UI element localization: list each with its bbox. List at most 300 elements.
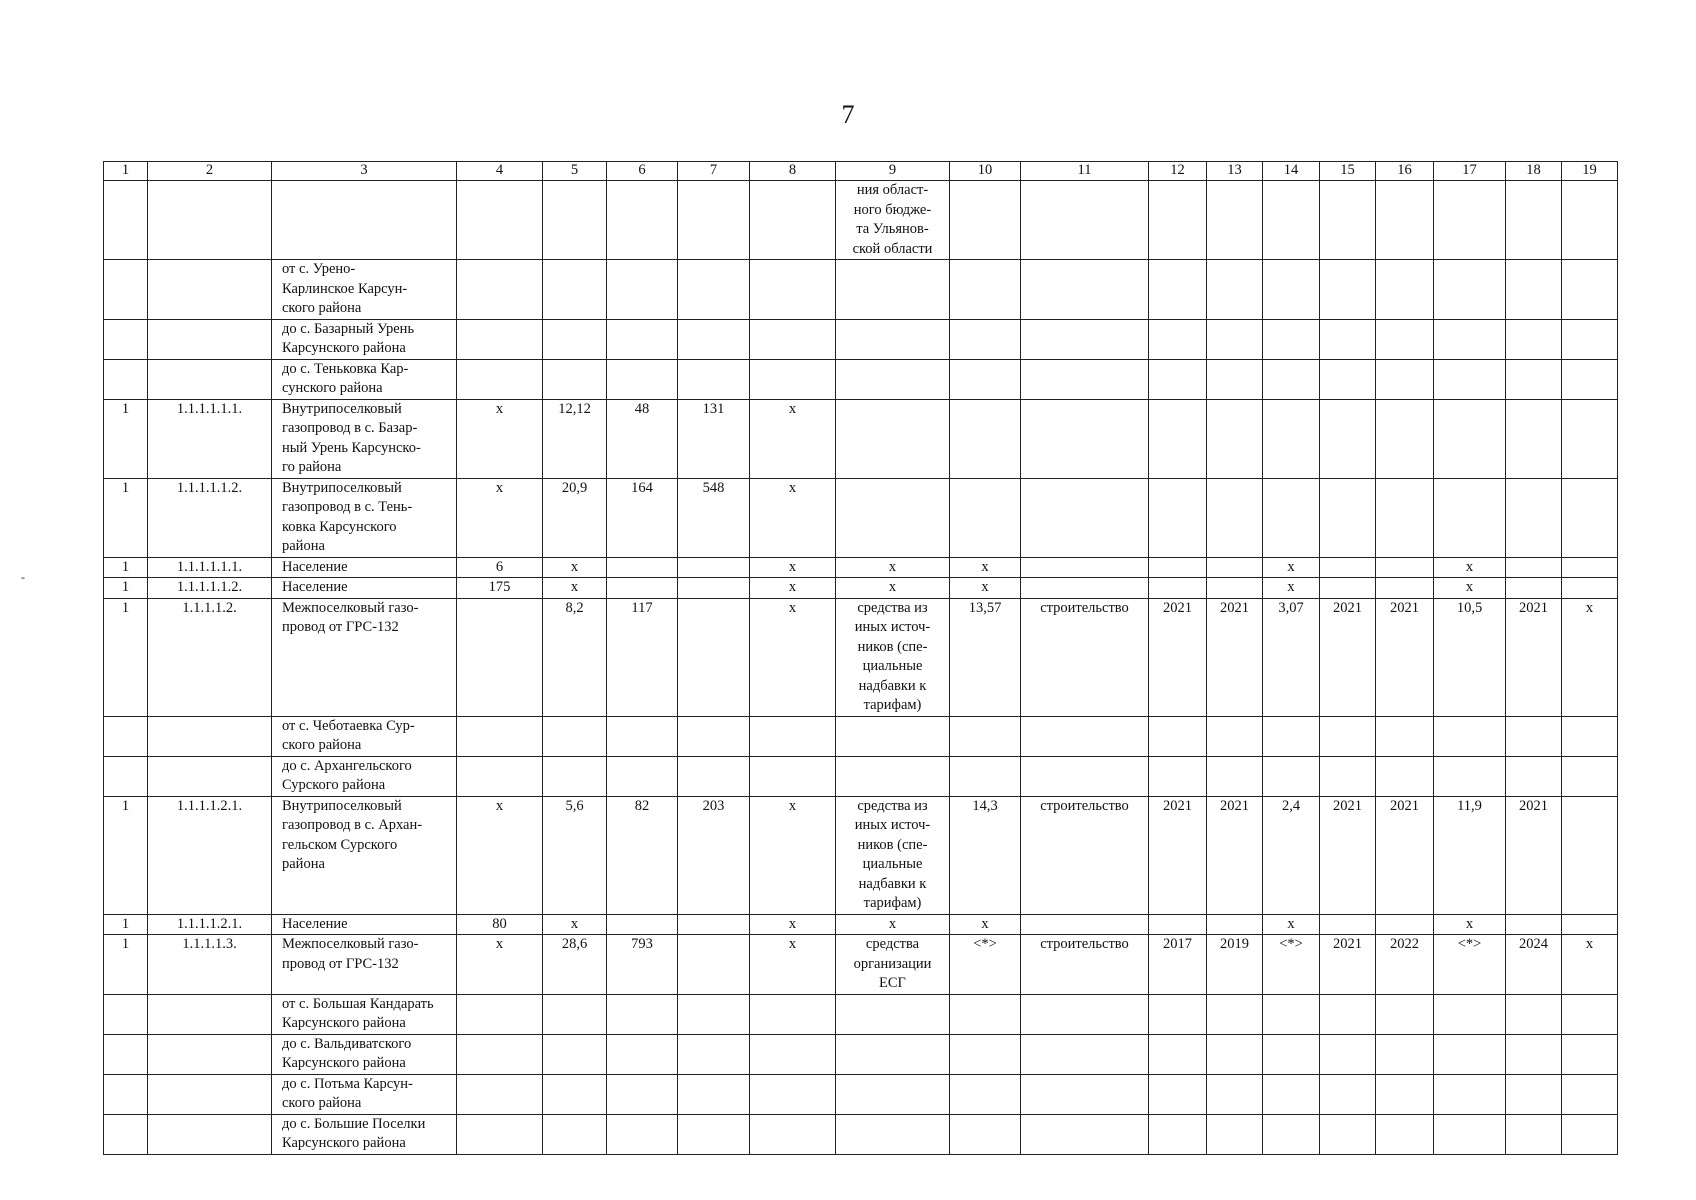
table-row [104, 756, 1618, 796]
table-cell [750, 260, 836, 320]
table-cell [1320, 399, 1376, 478]
table-cell [1506, 478, 1562, 557]
table-cell: строительство [1021, 796, 1149, 914]
table-cell [1207, 260, 1263, 320]
table-cell [678, 319, 750, 359]
table-cell [607, 359, 678, 399]
table-cell [1320, 1114, 1376, 1154]
table-cell [836, 1034, 950, 1074]
table-cell [148, 716, 272, 756]
table-cell: х [950, 557, 1021, 578]
table-cell: 2021 [1320, 796, 1376, 914]
table-cell: 11,9 [1434, 796, 1506, 914]
table-cell: 1.1.1.1.1.2. [148, 478, 272, 557]
table-cell: х [750, 557, 836, 578]
table-cell: 80 [457, 914, 543, 935]
table-cell [836, 319, 950, 359]
table-cell [104, 1074, 148, 1114]
table-cell [1376, 557, 1434, 578]
table-cell [1207, 557, 1263, 578]
table-cell [148, 756, 272, 796]
table-cell: 203 [678, 796, 750, 914]
table-cell [1263, 716, 1320, 756]
table-cell [607, 756, 678, 796]
table-cell [1021, 181, 1149, 260]
table-cell [148, 1074, 272, 1114]
table-cell [678, 578, 750, 599]
table-cell [1434, 399, 1506, 478]
table-cell [607, 1114, 678, 1154]
table-cell [678, 557, 750, 578]
table-cell [1562, 1034, 1618, 1074]
table-cell: 1 [104, 478, 148, 557]
table-cell: х [950, 578, 1021, 599]
table-cell [148, 1114, 272, 1154]
table-cell [607, 1034, 678, 1074]
table-cell [1320, 1074, 1376, 1114]
table-cell [607, 716, 678, 756]
table-cell [1207, 1074, 1263, 1114]
table-cell: 2,4 [1263, 796, 1320, 914]
table-cell: 2024 [1506, 935, 1562, 995]
table-cell [607, 260, 678, 320]
table-cell: 12,12 [543, 399, 607, 478]
table-cell: 2021 [1149, 598, 1207, 716]
table-cell [1207, 914, 1263, 935]
table-cell [1149, 756, 1207, 796]
table-cell: от с. Большая Кандарать Карсунского района [272, 994, 457, 1034]
table-cell [1506, 1114, 1562, 1154]
table-cell [1434, 1074, 1506, 1114]
header-cell: 3 [272, 162, 457, 181]
table-cell [950, 319, 1021, 359]
table-cell [1320, 557, 1376, 578]
table-cell [678, 935, 750, 995]
table-cell [1320, 994, 1376, 1034]
table-cell: х [836, 578, 950, 599]
table-cell [1207, 478, 1263, 557]
table-cell [457, 319, 543, 359]
table-cell [1207, 319, 1263, 359]
table-cell: 175 [457, 578, 543, 599]
table-cell: 1 [104, 578, 148, 599]
table-cell: Межпоселковый газо- провод от ГРС-132 [272, 598, 457, 716]
table-cell [457, 598, 543, 716]
table-cell: Население [272, 578, 457, 599]
table-cell [1506, 914, 1562, 935]
header-cell: 7 [678, 162, 750, 181]
table-cell: <*> [1263, 935, 1320, 995]
table-cell [1021, 756, 1149, 796]
table-cell [836, 478, 950, 557]
table-cell [1434, 260, 1506, 320]
table-cell [750, 1114, 836, 1154]
table-cell [836, 399, 950, 478]
table-cell [104, 359, 148, 399]
table-cell: Внутрипоселковый газопровод в с. Базар- ный Урень Карсунско- го района [272, 399, 457, 478]
table-cell [1149, 319, 1207, 359]
table-cell: 2019 [1207, 935, 1263, 995]
table-row [104, 598, 1618, 716]
table-cell: 1 [104, 399, 148, 478]
table-cell [457, 181, 543, 260]
header-cell: 12 [1149, 162, 1207, 181]
table-cell: 1.1.1.1.2.1. [148, 914, 272, 935]
table-cell [1434, 181, 1506, 260]
table-cell [1263, 756, 1320, 796]
table-cell: х [457, 478, 543, 557]
table-cell [1263, 1074, 1320, 1114]
table-cell [1149, 994, 1207, 1034]
table-cell [1263, 1034, 1320, 1074]
table-cell: 48 [607, 399, 678, 478]
table-cell [1506, 319, 1562, 359]
table-cell: средства из иных источ- ников (спе- циальные надбавки к тарифам) [836, 796, 950, 914]
header-cell: 9 [836, 162, 950, 181]
header-cell: 13 [1207, 162, 1263, 181]
table-cell [1562, 756, 1618, 796]
table-cell [104, 716, 148, 756]
table-cell [950, 181, 1021, 260]
table-cell [543, 1034, 607, 1074]
table-cell [1434, 716, 1506, 756]
table-cell [543, 359, 607, 399]
table-cell: средства организации ЕСГ [836, 935, 950, 995]
table-cell [1021, 578, 1149, 599]
table-cell [836, 260, 950, 320]
table-cell [1263, 478, 1320, 557]
table-cell [104, 1114, 148, 1154]
table-cell [1506, 399, 1562, 478]
header-cell: 5 [543, 162, 607, 181]
table-cell [1376, 181, 1434, 260]
table-cell [1320, 260, 1376, 320]
table-cell: Внутрипоселковый газопровод в с. Тень- ковка Карсунского района [272, 478, 457, 557]
table-cell [457, 756, 543, 796]
table-cell: от с. Чеботаевка Сур- ского района [272, 716, 457, 756]
table-cell: х [1562, 598, 1618, 716]
table-cell [1506, 557, 1562, 578]
table-cell [1434, 478, 1506, 557]
table-cell [836, 756, 950, 796]
table-cell [1207, 1034, 1263, 1074]
table-cell [1320, 578, 1376, 599]
table-cell [1021, 359, 1149, 399]
table-cell [607, 181, 678, 260]
table-cell [1562, 578, 1618, 599]
table-cell: 2017 [1149, 935, 1207, 995]
table-cell: 1.1.1.1.2. [148, 598, 272, 716]
table-cell [836, 994, 950, 1034]
table-cell [543, 260, 607, 320]
table-cell [1562, 399, 1618, 478]
table-cell [607, 557, 678, 578]
table-cell [950, 260, 1021, 320]
table-cell: х [950, 914, 1021, 935]
table-cell [1021, 1034, 1149, 1074]
table-cell [1149, 1034, 1207, 1074]
table-cell [543, 1074, 607, 1114]
table-cell: 3,07 [1263, 598, 1320, 716]
table-cell [543, 756, 607, 796]
table-cell [1562, 994, 1618, 1034]
table-cell: 117 [607, 598, 678, 716]
table-cell: 1 [104, 935, 148, 995]
table-row [104, 716, 1618, 756]
table-cell: 20,9 [543, 478, 607, 557]
table-cell [678, 598, 750, 716]
table-cell [1320, 716, 1376, 756]
table-cell [1562, 1074, 1618, 1114]
table-row [104, 399, 1618, 478]
table-cell: 164 [607, 478, 678, 557]
table-cell: Население [272, 557, 457, 578]
table-cell [1149, 359, 1207, 399]
table-cell: до с. Архангельского Сурского района [272, 756, 457, 796]
table-cell [1376, 914, 1434, 935]
table-cell [1149, 399, 1207, 478]
table-cell [1207, 994, 1263, 1034]
table-cell [678, 181, 750, 260]
table-cell: 14,3 [950, 796, 1021, 914]
table-cell [1434, 994, 1506, 1034]
table-cell [148, 1034, 272, 1074]
table-cell: 1 [104, 557, 148, 578]
table-cell: <*> [1434, 935, 1506, 995]
table-body [104, 162, 1618, 1155]
header-cell: 17 [1434, 162, 1506, 181]
table-cell: х [836, 914, 950, 935]
table-cell [950, 994, 1021, 1034]
table-cell [1320, 1034, 1376, 1074]
table-cell [750, 994, 836, 1034]
table-cell [457, 260, 543, 320]
table-cell [750, 319, 836, 359]
table-cell [457, 1074, 543, 1114]
table-row [104, 1114, 1618, 1154]
table-cell [1149, 557, 1207, 578]
table-cell [148, 260, 272, 320]
table-cell [104, 994, 148, 1034]
table-cell [1320, 756, 1376, 796]
table-cell [1149, 478, 1207, 557]
table-cell [148, 994, 272, 1034]
table-cell [1207, 181, 1263, 260]
table-cell [1506, 756, 1562, 796]
table-row [104, 1074, 1618, 1114]
table-cell [607, 994, 678, 1034]
table-cell: от с. Урено- Карлинское Карсун- ского района [272, 260, 457, 320]
table-cell [1320, 319, 1376, 359]
table-cell: х [750, 598, 836, 716]
table-cell [678, 260, 750, 320]
table-cell [1562, 796, 1618, 914]
table-cell: х [1434, 914, 1506, 935]
table-cell [457, 1114, 543, 1154]
table-cell [1376, 756, 1434, 796]
header-row [104, 162, 1618, 181]
table-cell [1320, 181, 1376, 260]
table-cell [1376, 260, 1434, 320]
table-cell: 1.1.1.1.3. [148, 935, 272, 995]
table-cell: 28,6 [543, 935, 607, 995]
table-cell [1434, 1114, 1506, 1154]
table-cell: х [457, 796, 543, 914]
table-cell [1562, 319, 1618, 359]
table-cell [1376, 994, 1434, 1034]
table-cell [836, 1114, 950, 1154]
table-cell [950, 1074, 1021, 1114]
table-cell [543, 319, 607, 359]
table-cell [836, 716, 950, 756]
table-cell [1506, 1074, 1562, 1114]
table-cell: х [750, 578, 836, 599]
table-cell: х [457, 935, 543, 995]
table-cell [1506, 359, 1562, 399]
table-cell: х [1434, 557, 1506, 578]
header-cell: 16 [1376, 162, 1434, 181]
table-cell [1562, 716, 1618, 756]
table-cell: до с. Базарный Урень Карсунского района [272, 319, 457, 359]
table-cell [104, 319, 148, 359]
table-cell: х [750, 796, 836, 914]
table-cell: 1.1.1.1.2.1. [148, 796, 272, 914]
table-cell [457, 716, 543, 756]
table-cell [272, 181, 457, 260]
table-cell [1506, 716, 1562, 756]
table-cell: 2021 [1376, 796, 1434, 914]
table-cell: х [1263, 578, 1320, 599]
table-cell [607, 578, 678, 599]
table-row [104, 935, 1618, 995]
table-cell: х [1263, 557, 1320, 578]
table-cell [750, 1074, 836, 1114]
table-cell: Межпоселковый газо- провод от ГРС-132 [272, 935, 457, 995]
table-cell [1376, 359, 1434, 399]
table-cell: до с. Вальдиватского Карсунского района [272, 1034, 457, 1074]
table-cell: 6 [457, 557, 543, 578]
table-cell [1149, 181, 1207, 260]
table-cell [1506, 578, 1562, 599]
table-row [104, 260, 1618, 320]
table-row [104, 914, 1618, 935]
table-cell [104, 756, 148, 796]
header-cell: 19 [1562, 162, 1618, 181]
table-cell: Население [272, 914, 457, 935]
data-table [103, 161, 1618, 1155]
table-cell: строительство [1021, 598, 1149, 716]
table-row [104, 796, 1618, 914]
header-cell: 14 [1263, 162, 1320, 181]
table-cell [1149, 914, 1207, 935]
table-cell: х [1434, 578, 1506, 599]
table-cell [1149, 578, 1207, 599]
table-cell [607, 914, 678, 935]
table-cell: х [1263, 914, 1320, 935]
table-cell [1021, 1074, 1149, 1114]
table-row [104, 994, 1618, 1034]
table-cell [148, 181, 272, 260]
table-cell: ния област- ного бюдже- та Ульянов- ской области [836, 181, 950, 260]
table-cell [543, 181, 607, 260]
table-cell: 2022 [1376, 935, 1434, 995]
header-cell: 11 [1021, 162, 1149, 181]
table-cell [457, 359, 543, 399]
table-cell [1021, 478, 1149, 557]
table-cell [543, 994, 607, 1034]
table-cell: х [543, 914, 607, 935]
table-cell [1021, 994, 1149, 1034]
table-cell [1376, 478, 1434, 557]
table-cell [1263, 260, 1320, 320]
table-cell: средства из иных источ- ников (спе- циальные надбавки к тарифам) [836, 598, 950, 716]
table-cell: 1 [104, 598, 148, 716]
table-cell [750, 756, 836, 796]
table-cell [750, 181, 836, 260]
stray-mark: - [21, 570, 25, 584]
table-cell: 1.1.1.1.1.1. [148, 557, 272, 578]
table-cell [607, 319, 678, 359]
table-cell [1376, 1034, 1434, 1074]
table-cell [1263, 319, 1320, 359]
table-cell [1376, 1074, 1434, 1114]
table-cell [678, 994, 750, 1034]
table-cell [1376, 319, 1434, 359]
table-cell [678, 756, 750, 796]
table-cell [950, 1114, 1021, 1154]
table-cell [950, 716, 1021, 756]
header-cell: 2 [148, 162, 272, 181]
table-cell [1021, 914, 1149, 935]
table-cell [1207, 399, 1263, 478]
table-cell: 82 [607, 796, 678, 914]
table-cell: 548 [678, 478, 750, 557]
table-cell [950, 399, 1021, 478]
table-cell [750, 359, 836, 399]
table-cell: 2021 [1149, 796, 1207, 914]
header-cell: 18 [1506, 162, 1562, 181]
table-cell [1376, 399, 1434, 478]
header-cell: 15 [1320, 162, 1376, 181]
table-cell: х [836, 557, 950, 578]
table-cell [1263, 181, 1320, 260]
table-cell: до с. Потьма Карсун- ского района [272, 1074, 457, 1114]
table-cell [1149, 1114, 1207, 1154]
table-cell [1207, 359, 1263, 399]
table-row [104, 1034, 1618, 1074]
table-cell [104, 181, 148, 260]
table-cell [1207, 716, 1263, 756]
table-cell [1320, 478, 1376, 557]
table-cell [950, 478, 1021, 557]
table-cell [836, 1074, 950, 1114]
table-cell: х [543, 578, 607, 599]
table-cell [1021, 1114, 1149, 1154]
table-cell: 5,6 [543, 796, 607, 914]
table-cell [148, 359, 272, 399]
table-cell [1263, 1114, 1320, 1154]
table-cell: 1.1.1.1.1.1. [148, 399, 272, 478]
header-cell: 8 [750, 162, 836, 181]
table-cell [1506, 260, 1562, 320]
table-cell: 131 [678, 399, 750, 478]
table-cell: 2021 [1376, 598, 1434, 716]
table-cell [1021, 319, 1149, 359]
table-cell [1263, 994, 1320, 1034]
table-cell: х [750, 399, 836, 478]
table-row [104, 181, 1618, 260]
page-number: 7 [841, 100, 855, 129]
